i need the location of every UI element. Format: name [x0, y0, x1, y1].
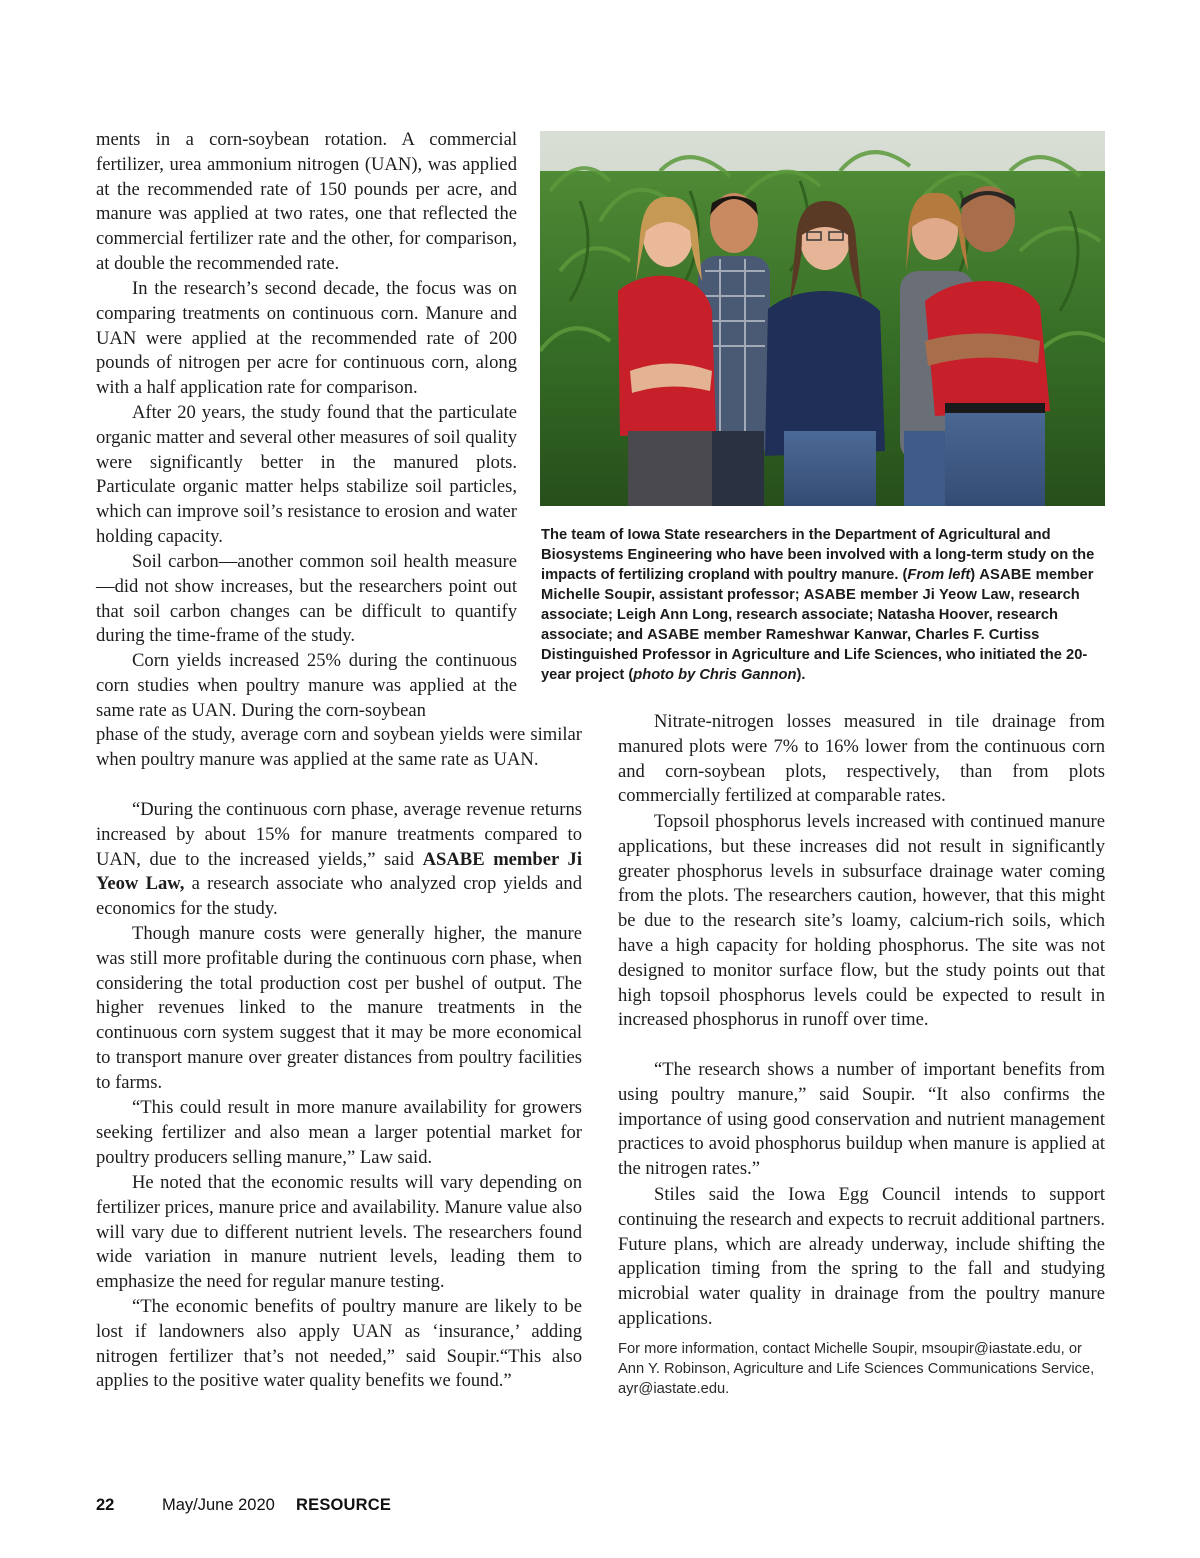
- caption-text: The team of Iowa State researchers in the Department of Agricultural and Biosystems Engineering who have been involved with a long-term study on the impacts of fertilizing cropland with poultry manure. (: [541, 527, 1095, 583]
- caption-name: ASABE member Ji Yeow Law: [803, 587, 1011, 603]
- body-paragraph: “The research shows a number of important benefits from using poultry manure,” said Soupir. “It also confirms the importance of using good conservation and nutrient management practices to avoid phosphorus buildup when manure is applied at the nitrogen rates.”: [618, 1059, 1105, 1180]
- quote-text: “During the continuous corn phase, average revenue returns increased by about 15% for manure treatments compared to UAN, due to the increased yields,” said: [96, 799, 582, 870]
- caption-text: ).: [796, 667, 806, 683]
- caption-italic: From left: [907, 567, 971, 583]
- body-paragraph: After 20 years, the study found that the particulate organic matter and several other measures of soil quality were significantly better in the manured plots. Particulate organic matter helps stabilize soil particles, which can improve soil’s resistance to erosion and water holding capacity.: [96, 402, 517, 547]
- caption-text: ): [970, 567, 980, 583]
- body-paragraph: “This could result in more manure availability for growers seeking fertilizer and also mean a larger potential market for poultry producers selling manure,” Law said.: [96, 1097, 582, 1168]
- page-number: 22: [96, 1496, 115, 1514]
- body-paragraph: He noted that the economic results will vary depending on fertilizer prices, manure price and availability. Manure value also will vary due to different nutrient levels. The researchers found wide variation in manure nutrient levels, leading them to emphasize the need for regular manure testing.: [96, 1172, 582, 1293]
- bold-name: ASABE member Ji Yeow Law,: [96, 848, 582, 895]
- body-paragraph: ments in a corn-soybean rotation. A commercial fertilizer, urea ammonium nitrogen (UAN), was applied at the recommended rate of 150 pounds per acre, and manure was applied at two rates, one that reflected the commercial fertilizer rate and the other, for comparison, at double the recommended rate.: [96, 129, 517, 274]
- body-paragraph: Nitrate-nitrogen losses measured in tile drainage from manured plots were 7% to 16% lower from the continuous corn and corn-soybean plots, respectively, than from plots commercially fertilized at comparable rates.: [618, 711, 1105, 807]
- body-paragraph: “The economic benefits of poultry manure are likely to be lost if landowners also apply UAN as ‘insurance,’ adding nitrogen fertilizer that’s not needed,” said Soupir.“This also applies to the positive water quality benefits we found.”: [96, 1296, 582, 1392]
- body-paragraph: Topsoil phosphorus levels increased with continued manure applications, but these increases did not result in significantly greater phosphorus levels in subsurface drainage water coming from the plots. The researchers caution, however, that this might be due to the research site’s loamy, calcium-rich soils, which have a high capacity for holding phosphorus. The site was not designed to monitor surface flow, but the study points out that high topsoil phosphorus levels could be expected to result in increased phosphorus in runoff over time.: [618, 811, 1105, 1031]
- body-paragraph: Soil carbon—another common soil health measure—did not show increases, but the researchers point out that soil carbon changes can be difficult to quantify during the time-frame of the study.: [96, 551, 517, 647]
- issue-date: May/June 2020: [162, 1496, 275, 1514]
- magazine-name: RESOURCE: [296, 1496, 392, 1514]
- contact-info: For more information, contact Michelle Soupir, msoupir@iastate.edu, or Ann Y. Robinson, Agriculture and Life Sciences Communications Service, ayr@iastate.edu.: [618, 1341, 1095, 1397]
- body-paragraph: Stiles said the Iowa Egg Council intends to support continuing the research and expects to recruit additional partners. Future plans, which are already underway, include shifting the application timing from the spring to the fall and studying microbial water quality in drainage from the poultry manure applications.: [618, 1184, 1105, 1329]
- caption-photo-credit: photo by Chris Gannon: [633, 667, 797, 683]
- caption-name: ASABE member Rameshwar Kanwar,: [647, 627, 912, 643]
- caption-text: Charles F. Curtiss Distinguished Professor in Agriculture and Life Sciences, who initiated the 20-year project (: [541, 627, 1088, 683]
- team-photo: [540, 131, 1105, 506]
- body-paragraph: Corn yields increased 25% during the continuous corn studies when poultry manure was applied at the same rate as UAN. During the corn-soybean: [96, 650, 517, 721]
- body-paragraph: [96, 798, 582, 922]
- caption-text: , research associate; Leigh Ann Long, research associate; Natasha Hoover, research associate; and: [541, 587, 1080, 643]
- quote-text: a research associate who analyzed crop yields and economics for the study.: [96, 873, 582, 920]
- body-paragraph: In the research’s second decade, the focus was on comparing treatments on continuous corn. Manure and UAN were applied at the recommended rate of 200 pounds of nitrogen per acre for continuous corn, along with a half application rate for comparison.: [96, 278, 517, 399]
- caption-text: assistant professor;: [655, 587, 804, 603]
- body-paragraph: phase of the study, average corn and soybean yields were similar when poultry manure was applied at the same rate as UAN.: [96, 724, 582, 770]
- caption-name: ASABE member Michelle Soupir,: [541, 567, 1094, 603]
- photo-caption: [541, 525, 1105, 685]
- body-paragraph: Though manure costs were generally higher, the manure was still more profitable during the continuous corn phase, when considering the total production cost per bushel of output. The higher revenues linked to the manure treatments in the continuous corn system suggest that it may be more economical to transport manure over greater distances from poultry facilities to farms.: [96, 923, 582, 1093]
